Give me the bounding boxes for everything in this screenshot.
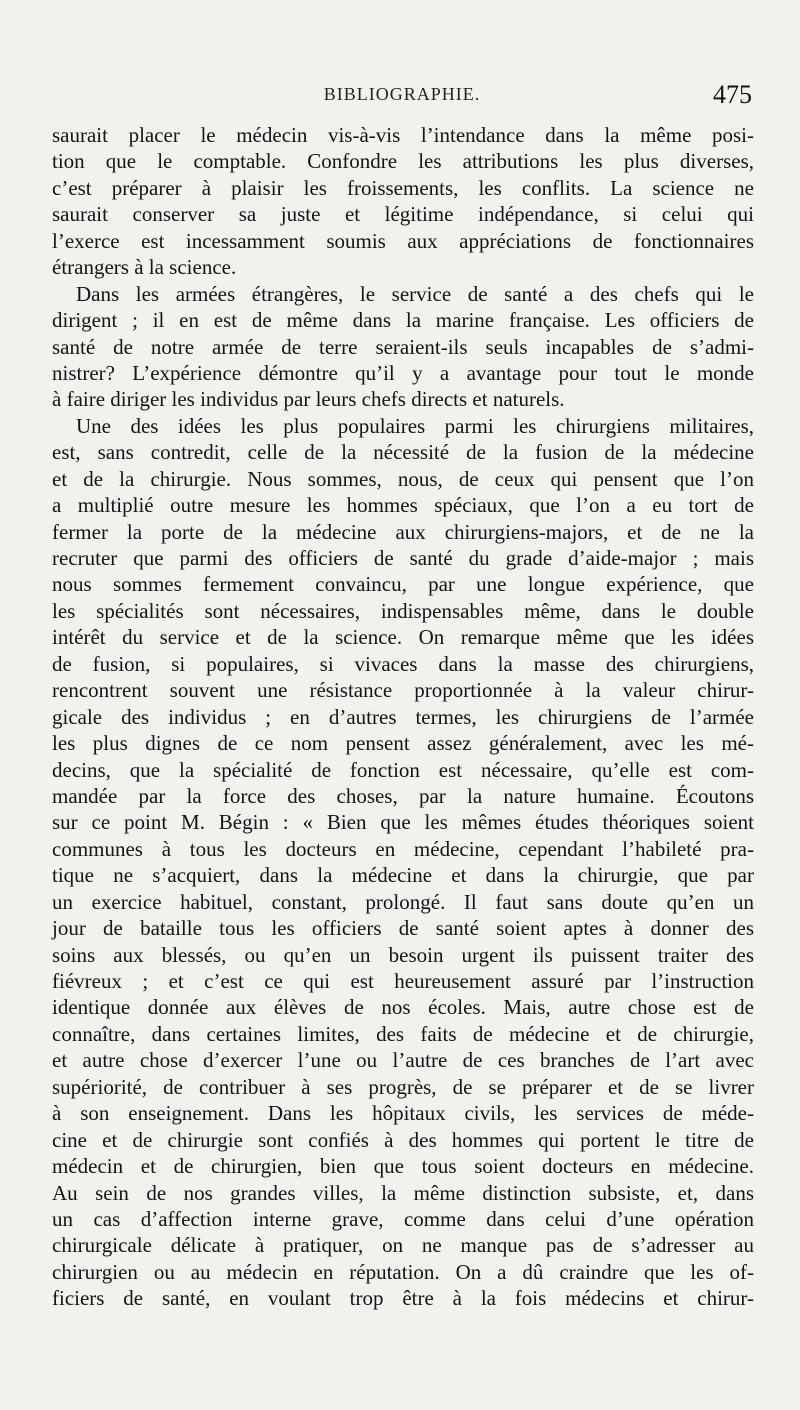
text-line: à son enseignement. Dans les hôpitaux civils, les services de méde- (52, 1101, 754, 1126)
text-line: recruter que parmi des officiers de santé du grade d’aide-major ; mais (52, 546, 754, 570)
text-line: soins aux blessés, ou qu’en un besoin urgent ils puissent traiter des (52, 942, 754, 967)
text-line: santé de notre armée de terre seraient-ils seuls incapables de s’admi- (52, 334, 754, 359)
text-line: mandée par la force des choses, par la nature humaine. Écoutons (52, 783, 754, 808)
text-line: à faire diriger les individus par leurs chefs directs et naturels. (52, 387, 565, 412)
text-line: jour de bataille tous les officiers de santé soient aptes à donner des (52, 916, 754, 941)
text-line: rencontrent souvent une résistance proportionnée à la valeur chirur- (52, 678, 754, 703)
text-line: chirurgien ou au médecin en réputation. On a dû craindre que les of- (52, 1259, 754, 1284)
text-line: Au sein de nos grandes villes, la même distinction subsiste, et, dans (52, 1180, 754, 1205)
text-line: tique ne s’acquiert, dans la médecine et dans la chirurgie, que par (52, 863, 754, 888)
text-line: les spécialités sont nécessaires, indispensables même, dans le double (52, 598, 754, 623)
page-number: 475 (713, 80, 752, 109)
text-line: nistrer? L’expérience démontre qu’il y a avantage pour tout le monde (52, 360, 754, 385)
text-line: Une des idées les plus populaires parmi les chirurgiens militaires, (76, 413, 754, 438)
text-line: un exercice habituel, constant, prolongé. Il faut sans doute qu’en un (52, 889, 754, 914)
body-text (52, 122, 754, 1312)
text-line: fermer la porte de la médecine aux chirurgiens-majors, et de ne la (52, 519, 754, 544)
text-line: supériorité, de contribuer à ses progrès, de se préparer et de se livrer (52, 1074, 754, 1099)
text-line: communes à tous les docteurs en médecine, cependant l’habileté pra- (52, 836, 754, 861)
text-line: est, sans contredit, celle de la nécessité de la fusion de la médecine (52, 440, 754, 465)
text-line: tion que le comptable. Confondre les attributions les plus diverses, (52, 149, 754, 174)
text-line: intérêt du service et de la science. On remarque même que les idées (52, 625, 754, 650)
text-line: les plus dignes de ce nom pensent assez généralement, avec les mé- (52, 731, 754, 756)
text-line: chirurgicale délicate à pratiquer, on ne manque pas de s’adresser au (52, 1233, 754, 1258)
text-line: gicale des individus ; en d’autres termes, les chirurgiens de l’armée (52, 704, 754, 729)
text-line: saurait placer le médecin vis-à-vis l’intendance dans la même posi- (52, 123, 754, 147)
text-line: et autre chose d’exercer l’une ou l’autre de ces branches de l’art avec (52, 1048, 754, 1073)
text-line: c’est préparer à plaisir les froissements, les conflits. La science ne (52, 175, 754, 200)
text-line: saurait conserver sa juste et légitime indépendance, si celui qui (52, 202, 754, 227)
page-header (52, 80, 752, 114)
text-line: connaître, dans certaines limites, des faits de médecine et de chirurgie, (52, 1021, 754, 1046)
text-line: étrangers à la science. (52, 255, 237, 280)
text-line: médecin et de chirurgien, bien que tous soient docteurs en médecine. (52, 1154, 754, 1179)
text-line: Dans les armées étrangères, le service de santé a des chefs qui le (76, 281, 754, 306)
text-line: cine et de chirurgie sont confiés à des hommes qui portent le titre de (52, 1127, 754, 1152)
text-line: nous sommes fermement convaincu, par une longue expérience, que (52, 572, 754, 597)
text-line: sur ce point M. Bégin : « Bien que les mêmes études théoriques soient (52, 810, 754, 835)
text-line: identique donnée aux élèves de nos écoles. Mais, autre chose est de (52, 995, 754, 1020)
text-line: decins, que la spécialité de fonction est nécessaire, qu’elle est com- (52, 757, 754, 782)
text-line: de fusion, si populaires, si vivaces dans la masse des chirurgiens, (52, 651, 754, 676)
running-title: BIBLIOGRAPHIE. (323, 84, 481, 104)
text-line: dirigent ; il en est de même dans la marine française. Les officiers de (52, 308, 754, 333)
text-line: un cas d’affection interne grave, comme dans celui d’une opération (52, 1206, 754, 1231)
text-line: et de la chirurgie. Nous sommes, nous, de ceux qui pensent que l’on (52, 466, 754, 491)
text-line: ficiers de santé, en voulant trop être à la fois médecins et chirur- (52, 1286, 754, 1311)
text-line: fiévreux ; et c’est ce qui est heureusement assuré par l’instruction (52, 969, 754, 993)
text-line: l’exerce est incessamment soumis aux appréciations de fonctionnaires (52, 228, 754, 253)
text-line: a multiplié outre mesure les hommes spéciaux, que l’on a eu tort de (52, 493, 754, 518)
